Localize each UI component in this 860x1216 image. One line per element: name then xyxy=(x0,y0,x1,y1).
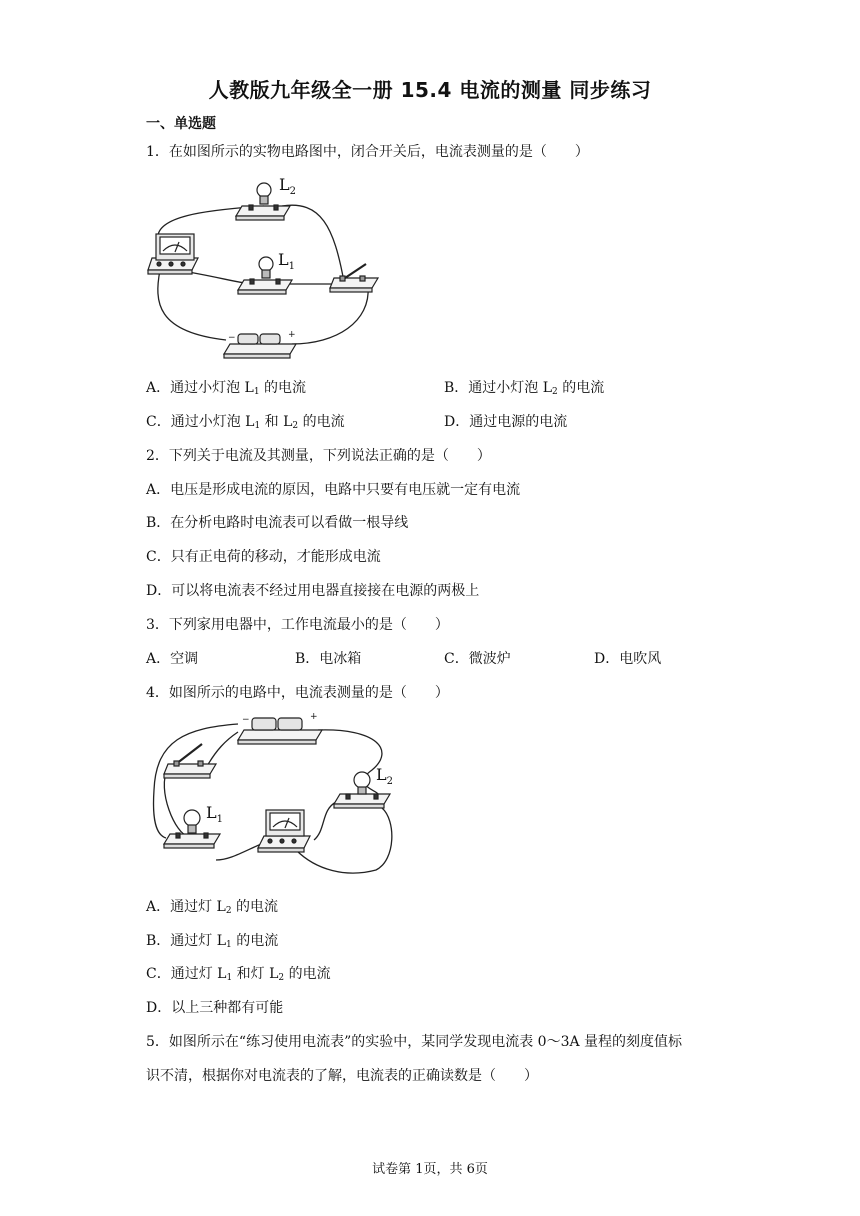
q2-stem: 2．下列关于电流及其测量，下列说法正确的是（ ） xyxy=(146,448,491,464)
q1-option-a[interactable]: A．通过小灯泡 $L_1$ 的电流 xyxy=(146,380,307,397)
svg-text:+: + xyxy=(310,712,318,722)
q5-stem-line-1: 5．如图所示在“练习使用电流表”的实验中，某同学发现电流表 0～3A 量程的刻度值标 xyxy=(146,1034,683,1050)
q4-stem: 4．如图所示的电路中，电流表测量的是（ ） xyxy=(146,685,449,701)
q3-option-d[interactable]: D．电吹风 xyxy=(594,651,662,667)
q3-option-c[interactable]: C．微波炉 xyxy=(444,651,511,667)
q2-option-b[interactable]: B．在分析电路时电流表可以看做一根导线 xyxy=(146,515,409,531)
q2-option-a[interactable]: A．电压是形成电流的原因，电路中只要有电压就一定有电流 xyxy=(146,482,521,498)
q1-label-l2: $L_2$ xyxy=(279,175,296,197)
q1-ammeter xyxy=(148,234,198,274)
page-footer: 试卷第 1页，共 6页 xyxy=(372,1162,488,1177)
q1-option-c[interactable]: C．通过小灯泡 $L_1$ 和 $L_2$ 的电流 xyxy=(146,414,345,431)
page-title: 人教版九年级全一册 15.4 电流的测量 同步练习 xyxy=(208,78,652,102)
q4-switch xyxy=(164,744,216,778)
svg-text:−: − xyxy=(228,333,236,343)
q1-circuit-figure xyxy=(146,172,386,360)
q2-option-c[interactable]: C．只有正电荷的移动，才能形成电流 xyxy=(146,549,381,565)
q4-option-b[interactable]: B．通过灯 $L_1$ 的电流 xyxy=(146,933,279,950)
q5-stem-line-2: 识不清，根据你对电流表的了解，电流表的正确读数是（ ） xyxy=(146,1068,538,1084)
q4-option-c[interactable]: C．通过灯 $L_1$ 和灯 $L_2$ 的电流 xyxy=(146,966,331,983)
q4-ammeter xyxy=(258,810,310,852)
q1-switch xyxy=(330,264,378,292)
svg-text:−: − xyxy=(242,715,250,725)
q4-label-l1: $L_1$ xyxy=(206,803,223,825)
q2-option-d[interactable]: D．可以将电流表不经过用电器直接接在电源的两极上 xyxy=(146,583,480,599)
q4-circuit-figure xyxy=(146,710,406,885)
section-heading: 一、单选题 xyxy=(146,116,216,132)
q4-option-d[interactable]: D．以上三种都有可能 xyxy=(146,1000,284,1016)
q4-label-l2: $L_2$ xyxy=(376,765,393,787)
q1-option-b[interactable]: B．通过小灯泡 $L_2$ 的电流 xyxy=(444,380,605,397)
q1-stem: 1．在如图所示的实物电路图中，闭合开关后，电流表测量的是（ ） xyxy=(146,144,589,160)
svg-text:+: + xyxy=(288,330,296,340)
q3-option-b[interactable]: B．电冰箱 xyxy=(295,651,362,667)
q1-option-d[interactable]: D．通过电源的电流 xyxy=(444,414,568,430)
q3-stem: 3．下列家用电器中，工作电流最小的是（ ） xyxy=(146,617,449,633)
q4-option-a[interactable]: A．通过灯 $L_2$ 的电流 xyxy=(146,899,279,916)
q1-label-l1: $L_1$ xyxy=(278,250,295,272)
q3-option-a[interactable]: A．空调 xyxy=(146,651,199,667)
